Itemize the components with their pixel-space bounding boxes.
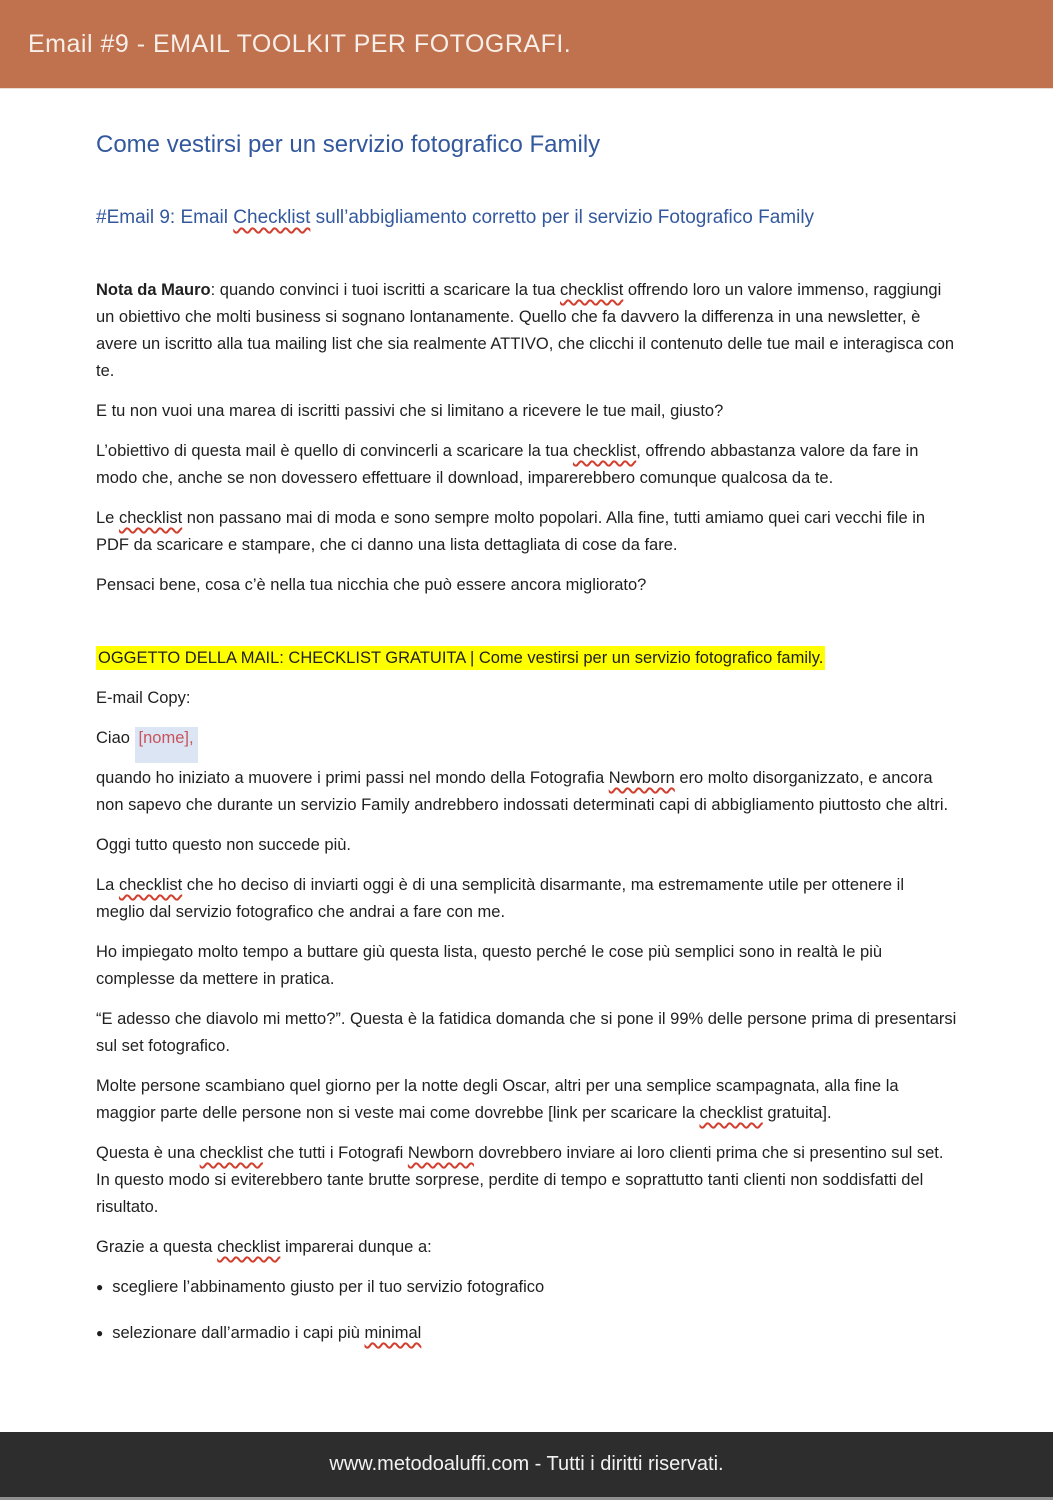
note-text: offrendo loro un valore immenso, raggiungi un obiettivo che molti business si sognano lontanamente. Quello che fa davvero la differenza in una newsletter, è avere un iscritto alla tua mailing list che sia realmente ATTIVO, che clicchi il contenuto delle tue mail e interagisca con te. <box>96 281 955 380</box>
paragraph-greeting <box>96 725 957 752</box>
paragraph-text: ero molto disorganizzato, e ancora non sapevo che durante un servizio Family andrebbero indossati determinati capi di abbigliamento piuttosto che altri. <box>96 769 949 814</box>
spellcheck-word: Newborn <box>608 769 675 787</box>
paragraph-text: La <box>96 876 119 894</box>
paragraph-text: che ho deciso di inviarti oggi è di una semplicità disarmante, ma estremamente utile per ottenere il meglio dal servizio fotografico che andrai a fare con me. <box>96 876 905 921</box>
list-item-text: selezionare dall’armadio i capi più <box>112 1324 365 1342</box>
paragraph-semplicita <box>96 872 957 926</box>
document-body <box>0 129 1053 1347</box>
spellcheck-word: checklist <box>118 876 183 894</box>
doc-subtitle <box>96 205 957 231</box>
paragraph-text: che tutti i Fotografi <box>262 1144 408 1162</box>
spellcheck-word: checklist <box>199 1144 263 1162</box>
subtitle-text: #Email 9: Email <box>96 207 234 228</box>
paragraph-subject <box>96 645 957 672</box>
paragraph-note <box>96 277 957 385</box>
paragraph-text: L’obiettivo di questa mail è quello di convincerli a scaricare la tua <box>96 442 573 460</box>
bullet-icon: ● <box>96 1326 104 1340</box>
paragraph-oggi: Oggi tutto questo non succede più. <box>96 836 352 854</box>
spellcheck-word: checklist <box>699 1104 763 1122</box>
name-placeholder: [nome], <box>135 727 198 763</box>
paragraph-inizio <box>96 765 957 819</box>
list-item <box>96 1274 957 1301</box>
paragraph-grazie <box>96 1234 957 1261</box>
spellcheck-word: minimal <box>364 1324 422 1342</box>
note-author-bold: Nota da Mauro <box>96 281 211 299</box>
page-title: Come vestirsi per un servizio fotografico Family <box>96 131 601 158</box>
bullet-list <box>96 1274 957 1347</box>
paragraph-text: Grazie a questa <box>96 1238 218 1256</box>
paragraph-oscar <box>96 1073 957 1127</box>
paragraph-diavolo: “E adesso che diavolo mi metto?”. Questa è la fatidica domanda che si pone il 99% delle persone prima di presentarsi sul set fotografico. <box>96 1010 957 1055</box>
spellcheck-word: checklist <box>560 281 624 299</box>
paragraph-text: gratuita]. <box>762 1104 832 1122</box>
spellcheck-word: checklist <box>572 442 637 460</box>
list-item <box>96 1320 957 1347</box>
footer-bar <box>0 1432 1053 1497</box>
paragraph-text: dovrebbero inviare ai loro clienti prima che si presentino sul set. In questo modo si eviterebbero tante brutte sorprese, perdite di tempo e soprattutto tanti clienti non soddisfatti del risultato. <box>96 1144 944 1216</box>
subtitle-text: sull’abbigliamento corretto per il servizio Fotografico Family <box>310 207 815 228</box>
paragraph-pensaci: Pensaci bene, cosa c’è nella tua nicchia che può essere ancora migliorato? <box>96 576 647 594</box>
paragraph-clienti <box>96 1140 957 1221</box>
paragraph-moda <box>96 505 957 559</box>
paragraph-passivi: E tu non vuoi una marea di iscritti passivi che si limitano a ricevere le tue mail, giusto? <box>96 402 724 420</box>
paragraph-text: non passano mai di moda e sono sempre molto popolari. Alla fine, tutti amiamo quei cari vecchi file in PDF da scaricare e stampare, che ci danno una lista dettagliata di cose da fare. <box>96 509 926 554</box>
window-title: Email #9 - EMAIL TOOLKIT PER FOTOGRAFI. <box>28 29 572 58</box>
email-copy-label: E-mail Copy: <box>96 689 191 707</box>
paragraph-text: quando ho iniziato a muovere i primi passi nel mondo della Fotografia <box>96 769 609 787</box>
paragraph-impiegato: Ho impiegato molto tempo a buttare giù questa lista, questo perché le cose più semplici sono in realtà le più complesse da mettere in pratica. <box>96 943 883 988</box>
footer-text: www.metodoaluffi.com - Tutti i diritti riservati. <box>329 1453 724 1475</box>
paragraph-text: Le <box>96 509 119 527</box>
spellcheck-word: checklist <box>217 1238 281 1256</box>
list-item-text: scegliere l’abbinamento giusto per il tuo servizio fotografico <box>112 1278 545 1296</box>
subtitle-spellcheck-word: Checklist <box>233 207 311 228</box>
spellcheck-word: Newborn <box>407 1144 474 1162</box>
subject-highlight: OGGETTO DELLA MAIL: CHECKLIST GRATUITA | Come vestirsi per un servizio fotografico family. <box>96 646 825 670</box>
title-bar <box>0 0 1053 89</box>
spellcheck-word: checklist <box>118 509 183 527</box>
paragraph-text: Molte persone scambiano quel giorno per la notte degli Oscar, altri per una semplice scampagnata, alla fine la maggior parte delle persone non si veste mai come dovrebbe [link per scaricare la <box>96 1077 899 1122</box>
note-text: : quando convinci i tuoi iscritti a scaricare la tua <box>210 281 561 299</box>
bullet-icon: ● <box>96 1280 104 1294</box>
paragraph-text: imparerai dunque a: <box>280 1238 432 1256</box>
paragraph-text: , offrendo abbastanza valore da fare in modo che, anche se non dovessero effettuare il download, imparerebbero comunque qualcosa da te. <box>96 442 919 487</box>
paragraph-text: Questa è una <box>96 1144 200 1162</box>
paragraph-obiettivo <box>96 438 957 492</box>
greeting-text: Ciao <box>96 729 135 747</box>
